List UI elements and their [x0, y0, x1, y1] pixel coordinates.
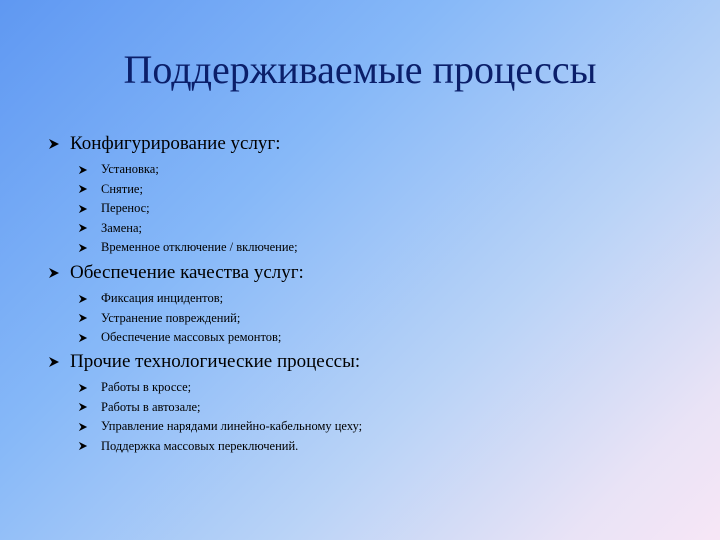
- list-item-label: Работы в автозале;: [101, 399, 201, 414]
- list-item: [78, 289, 304, 309]
- item-list: [78, 378, 362, 456]
- arrow-bullet-icon: [78, 204, 88, 214]
- list-item-label: Работы в кроссе;: [101, 380, 192, 395]
- section-heading: [48, 350, 362, 374]
- list-item-label: Снятие;: [101, 181, 143, 196]
- arrow-bullet-icon: [78, 333, 88, 343]
- list-item: [78, 199, 298, 219]
- arrow-bullet-icon: [48, 138, 60, 150]
- item-list: [78, 289, 304, 348]
- arrow-bullet-icon: [78, 294, 88, 304]
- arrow-bullet-icon: [48, 267, 60, 279]
- arrow-bullet-icon: [78, 383, 88, 393]
- list-item: [78, 328, 304, 348]
- list-item-label: Временное отключение / включение;: [101, 240, 298, 255]
- arrow-bullet-icon: [78, 243, 88, 253]
- list-item-label: Замена;: [101, 220, 142, 235]
- section-other-processes: [48, 350, 362, 456]
- section-heading: [48, 132, 298, 156]
- list-item: [78, 219, 298, 239]
- arrow-bullet-icon: [78, 441, 88, 451]
- list-item-label: Поддержка массовых переключений.: [101, 438, 299, 453]
- section-heading: [48, 261, 304, 285]
- list-item-label: Устранение повреждений;: [101, 310, 241, 325]
- item-list: [78, 160, 298, 258]
- section-label: Обеспечение качества услуг:: [70, 262, 304, 283]
- list-item: [78, 160, 298, 180]
- section-label: Прочие технологические процессы:: [70, 351, 361, 372]
- arrow-bullet-icon: [48, 356, 60, 368]
- arrow-bullet-icon: [78, 184, 88, 194]
- section-label: Конфигурирование услуг:: [70, 133, 281, 154]
- list-item: [78, 238, 298, 258]
- list-item: [78, 417, 362, 437]
- arrow-bullet-icon: [78, 223, 88, 233]
- list-item: [78, 180, 298, 200]
- list-item: [78, 437, 362, 457]
- list-item-label: Управление нарядами линейно-кабельному цеху;: [101, 419, 363, 434]
- list-item: [78, 398, 362, 418]
- section-service-configuration: [48, 132, 298, 258]
- section-service-quality: [48, 261, 304, 348]
- list-item-label: Фиксация инцидентов;: [101, 291, 224, 306]
- arrow-bullet-icon: [78, 402, 88, 412]
- arrow-bullet-icon: [78, 422, 88, 432]
- list-item-label: Перенос;: [101, 201, 150, 216]
- list-item: [78, 309, 304, 329]
- slide-title: Поддерживаемые процессы: [123, 47, 597, 92]
- list-item-label: Обеспечение массовых ремонтов;: [101, 330, 282, 345]
- arrow-bullet-icon: [78, 165, 88, 175]
- list-item-label: Установка;: [101, 162, 159, 177]
- arrow-bullet-icon: [78, 313, 88, 323]
- list-item: [78, 378, 362, 398]
